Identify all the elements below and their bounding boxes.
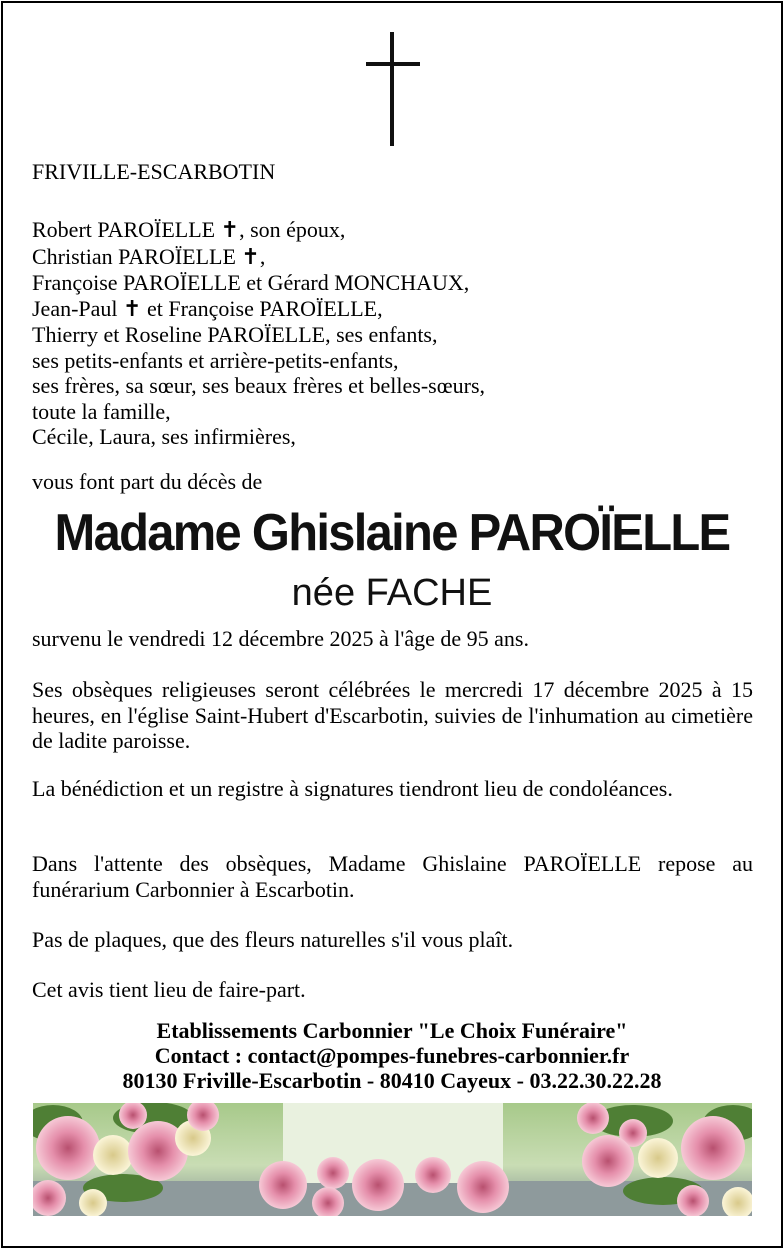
location-heading: FRIVILLE-ESCARBOTIN	[32, 159, 276, 184]
faire-part-note: Cet avis tient lieu de faire-part.	[32, 977, 306, 1002]
repose-paragraph: Dans l'attente des obsèques, Madame Ghislaine PAROÏELLE repose au funérarium Carbonnier à Escarbotin.	[32, 851, 753, 902]
family-list	[32, 217, 485, 450]
footer-contact: Contact : contact@pompes-funebres-carbonnier.fr	[154, 1043, 630, 1068]
benediction-paragraph: La bénédiction et un registre à signatures tiendront lieu de condoléances.	[32, 776, 673, 801]
deceased-name: Madame Ghislaine PAROÏELLE	[54, 504, 730, 562]
family-line: Cécile, Laura, ses infirmières,	[32, 424, 296, 449]
family-line: Christian PAROÏELLE ✝,	[32, 243, 266, 270]
deceased-cross-icon: ✝	[241, 244, 260, 270]
family-line: Robert PAROÏELLE ✝, son époux,	[32, 217, 346, 243]
family-line: Françoise PAROÏELLE et Gérard MONCHAUX,	[32, 270, 470, 295]
deceased-cross-icon: ✝	[220, 218, 240, 243]
funeral-paragraph: Ses obsèques religieuses seront célébrées le mercredi 17 décembre 2025 à 15 heures, en l'église Saint-Hubert d'Escarbotin, suivies de l'inhumation au cimetière de ladite paroisse.	[32, 677, 753, 753]
footer-company: Etablissements Carbonnier "Le Choix Funéraire"	[156, 1018, 628, 1043]
deceased-cross-icon: ✝	[123, 296, 142, 322]
family-line: Jean-Paul ✝ et Françoise PAROÏELLE,	[32, 295, 383, 322]
family-line: ses frères, sa sœur, ses beaux frères et belles-sœurs,	[32, 373, 486, 398]
announcement-text: vous font part du décès de	[32, 469, 263, 494]
maiden-name: née FACHE	[291, 572, 493, 614]
family-line: ses petits-enfants et arrière-petits-enfants,	[32, 347, 399, 373]
death-info: survenu le vendredi 12 décembre 2025 à l'âge de 95 ans.	[32, 626, 529, 651]
flowers-note: Pas de plaques, que des fleurs naturelles s'il vous plaît.	[32, 927, 514, 952]
family-line: toute la famille,	[32, 398, 171, 424]
family-line: Thierry et Roseline PAROÏELLE, ses enfants,	[32, 322, 438, 347]
cross-icon	[366, 32, 420, 148]
roses-banner-image	[33, 1103, 752, 1216]
footer-address: 80130 Friville-Escarbotin - 80410 Cayeux - 03.22.30.22.28	[122, 1068, 662, 1093]
